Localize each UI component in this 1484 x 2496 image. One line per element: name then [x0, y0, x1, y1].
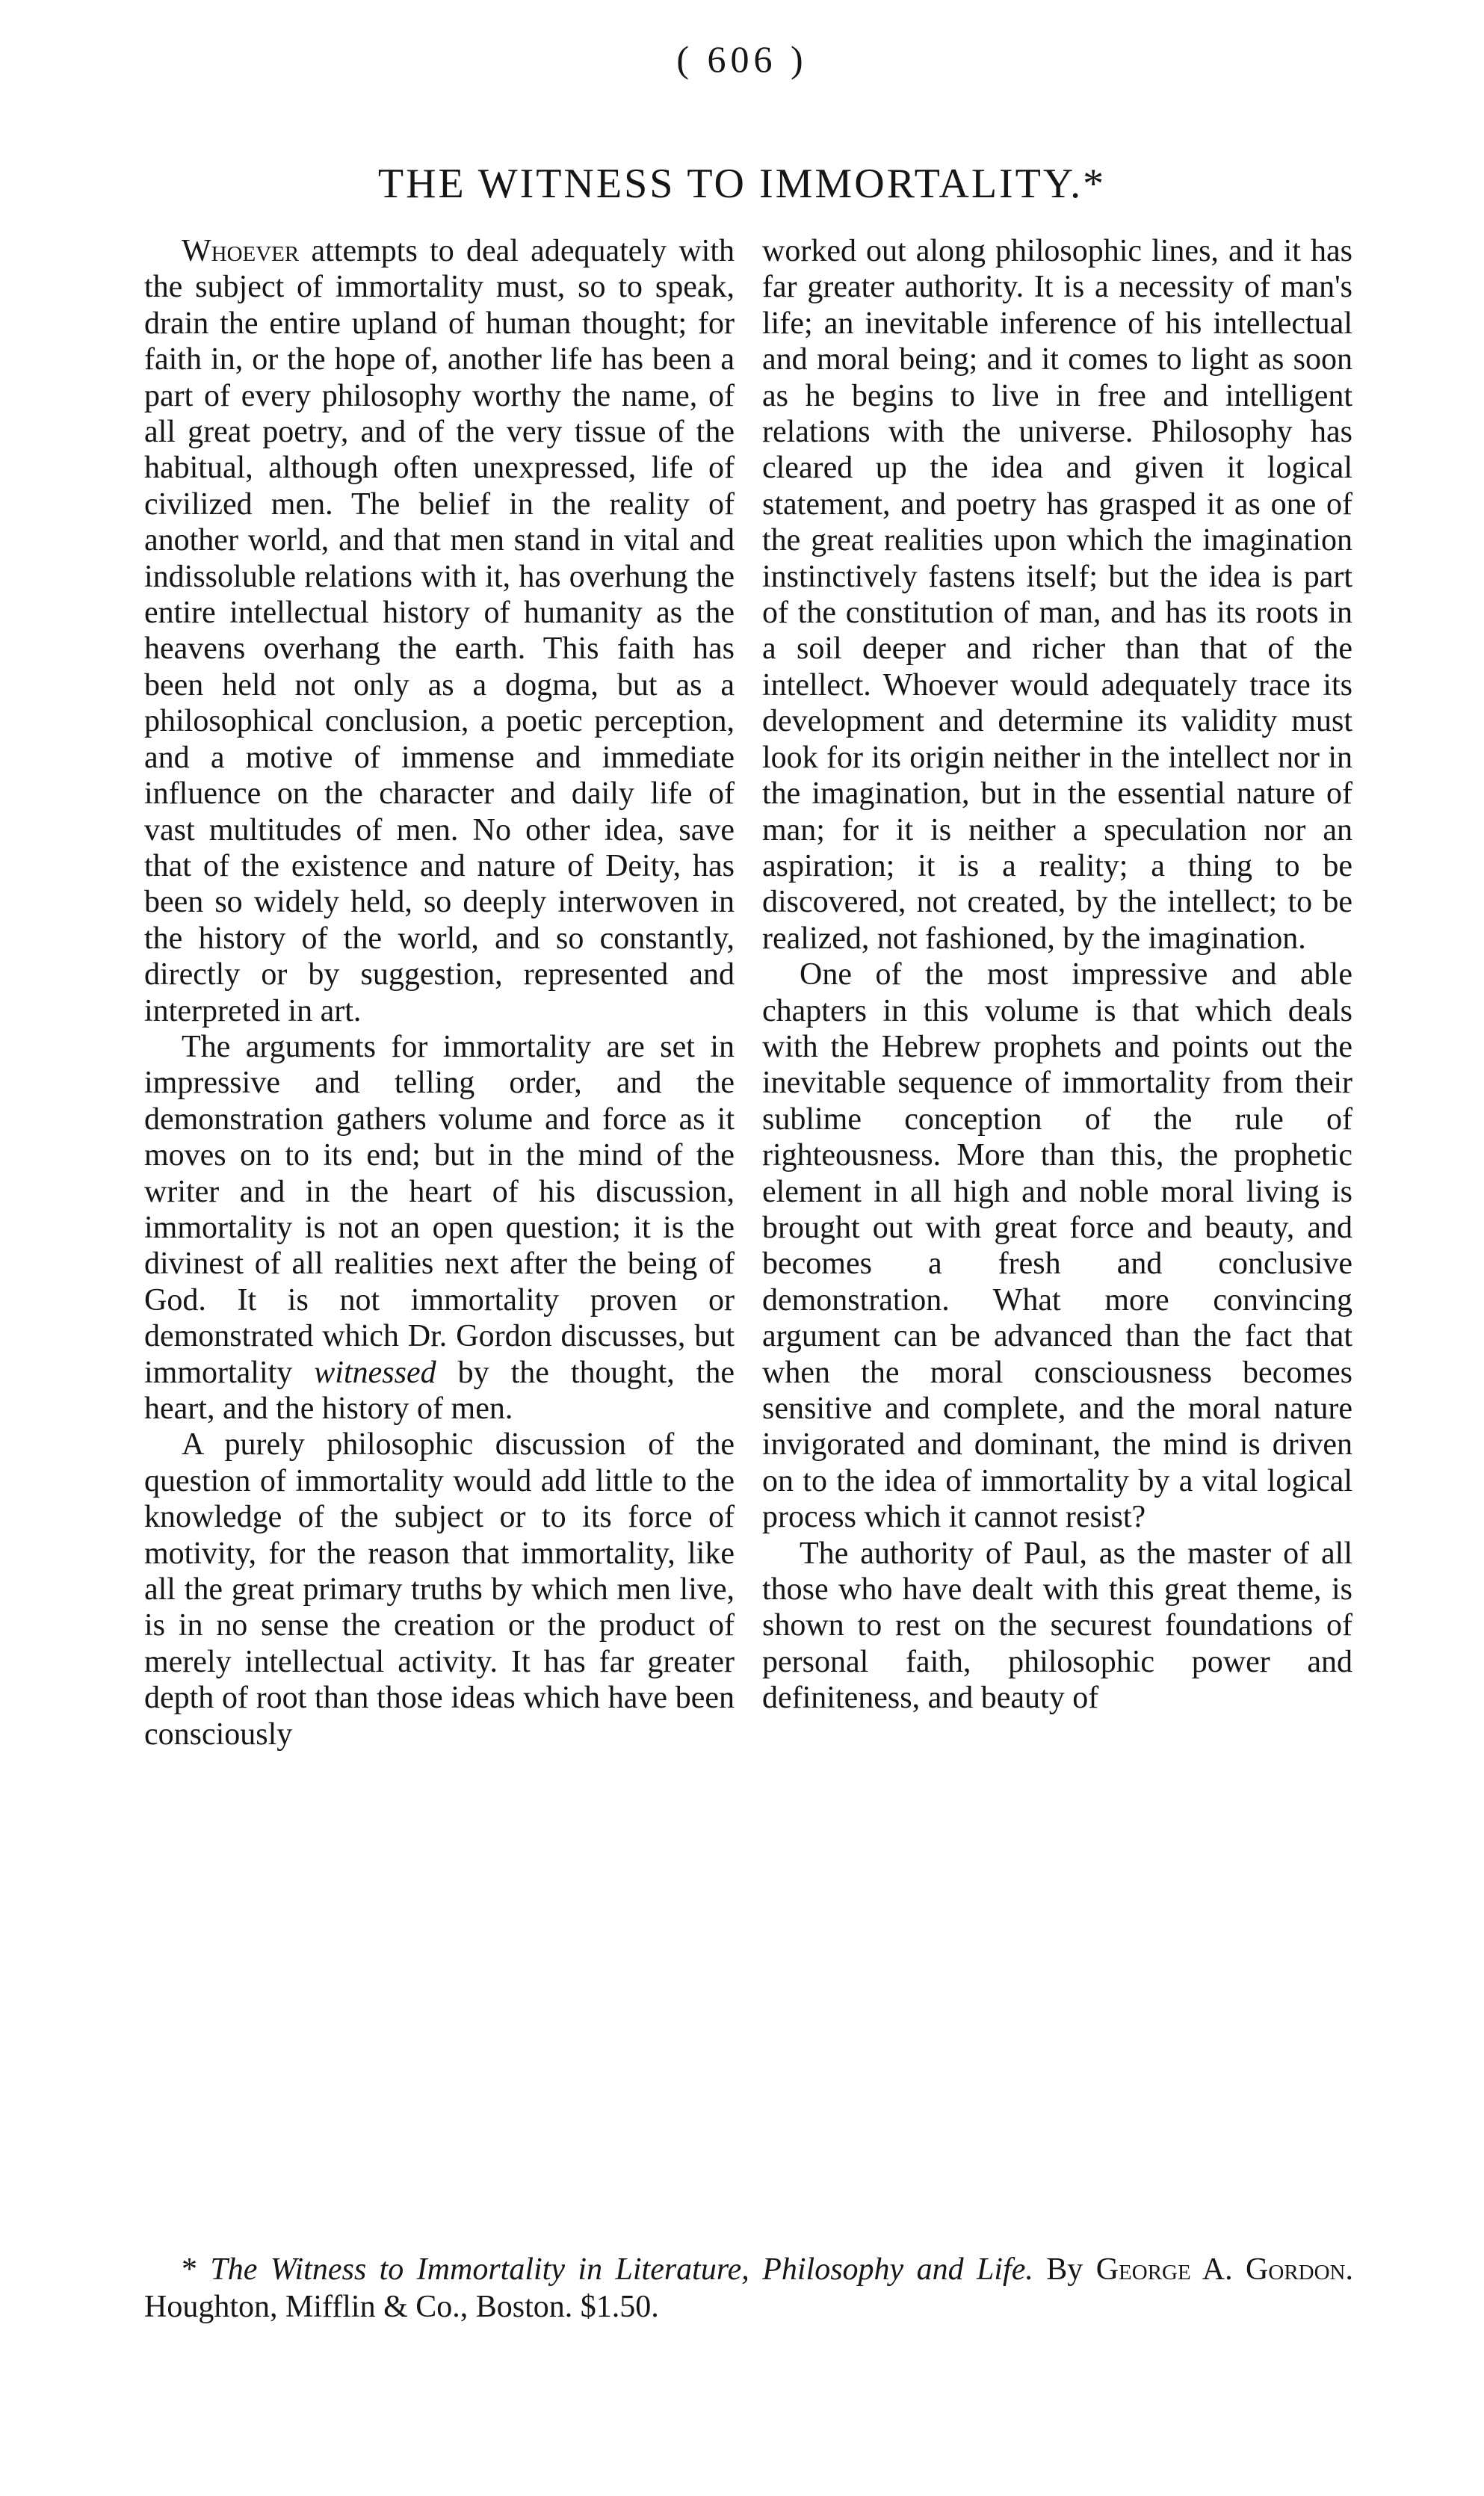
page-number: ( 606 )	[676, 38, 808, 80]
paragraph-2-end: by the thought, the heart, and the history of men.	[144, 1355, 735, 1426]
footnote-text	[144, 2251, 1353, 2326]
left-column	[144, 233, 735, 1752]
footnote-author: George A. Gordon.	[1095, 2252, 1354, 2287]
right-column	[762, 233, 1352, 1717]
paragraph-3: A purely philosophic discussion of the question of immortality would add little to the knowledge of the subject or to its force of motivity, for the reason that immortality, like all the great primary truths by which men live, is in no sense the creation or the product of merely intellectual activity. It has far greater depth of root than those ideas which have been consciously	[144, 1427, 735, 1752]
paragraph-1-text: attempts to deal adequately with the subject of immortality must, so to speak, drain the entire upland of human thought; for faith in, or the hope of, another life has been a part of every philosophy worthy the name, of all great poetry, and of the very tissue of the habitual, although often unexpressed, life of civilized men. The belief in the reality of another world, and that men stand in vital and indissoluble relations with it, has overhung the entire intellectual history of humanity as the heavens overhang the earth. This faith has been held not only as a dogma, but as a philosophical conclusion, a poetic perception, and a motive of immense and immediate influence on the character and daily life of vast multitudes of men. No other idea, save that of the existence and nature of Deity, has been so widely held, so deeply interwoven in the history of the world, and so constantly, directly or by suggestion, represented and interpreted in art.	[144, 234, 735, 1028]
paragraph-1	[144, 233, 735, 1029]
footnote-by: By	[1033, 2252, 1096, 2287]
paragraph-1-lead: Whoever	[182, 234, 300, 268]
article-title: THE WITNESS TO IMMORTALITY.*	[377, 161, 1107, 207]
paragraph-2-italic: witnessed	[314, 1355, 436, 1390]
paragraph-3-continued: worked out along philosophic lines, and it has far greater authority. It is a necessity of man's life; an inevitable inference of his intellectual and moral being; and it comes to light as soon as he begins to live in free and intelligent relations with the universe. Philosophy has cleared up the idea and given it logical statement, and poetry has grasped it as one of the great realities upon which the imagination instinctively fastens itself; but the idea is part of the constitution of man, and has its roots in a soil deeper and richer than that of the intellect. Whoever would adequately trace its development and determine its validity must look for its origin neither in the intellect nor in the imagination, but in the essential nature of man; for it is neither a speculation nor an aspiration; it is a reality; a thing to be discovered, not created, by the intellect; to be realized, not fashioned, by the imagination.	[762, 234, 1352, 956]
footnote-publisher: Houghton, Mifflin & Co., Boston. $1.50.	[144, 2290, 659, 2324]
paragraph-5: The authority of Paul, as the master of all those who have dealt with this great theme, is shown to rest on the securest foundations of personal faith, philosophic power and definiteness, and beauty of	[762, 1536, 1352, 1716]
paragraph-2	[144, 1029, 735, 1427]
footnote	[144, 2251, 1353, 2326]
paragraph-4: One of the most impressive and able chapters in this volume is that which deals with the Hebrew prophets and points out the inevitable sequence of immortality from their sublime conception of the rule of righteousness. More than this, the prophetic element in all high and noble moral living is brought out with great force and beauty, and becomes a fresh and conclusive demonstration. What more convincing argument can be advanced than the fact that when the moral consciousness becomes sensitive and complete, and the moral nature invigorated and dominant, the mind is driven on to the idea of immortality by a vital logical process which it cannot resist?	[762, 957, 1352, 1535]
footnote-marker: *	[182, 2252, 211, 2287]
paragraph-2-text: The arguments for immortality are set in impressive and telling order, and the demonstration gathers volume and force as it moves on to its end; but in the mind of the writer and in the heart of his discussion, immortality is not an open question; it is the divinest of all realities next after the being of God. It is not immortality proven or demonstrated which Dr. Gordon discusses, but immortality	[144, 1029, 735, 1390]
footnote-book-title: The Witness to Immortality in Literature, Philosophy and Life.	[210, 2252, 1033, 2287]
